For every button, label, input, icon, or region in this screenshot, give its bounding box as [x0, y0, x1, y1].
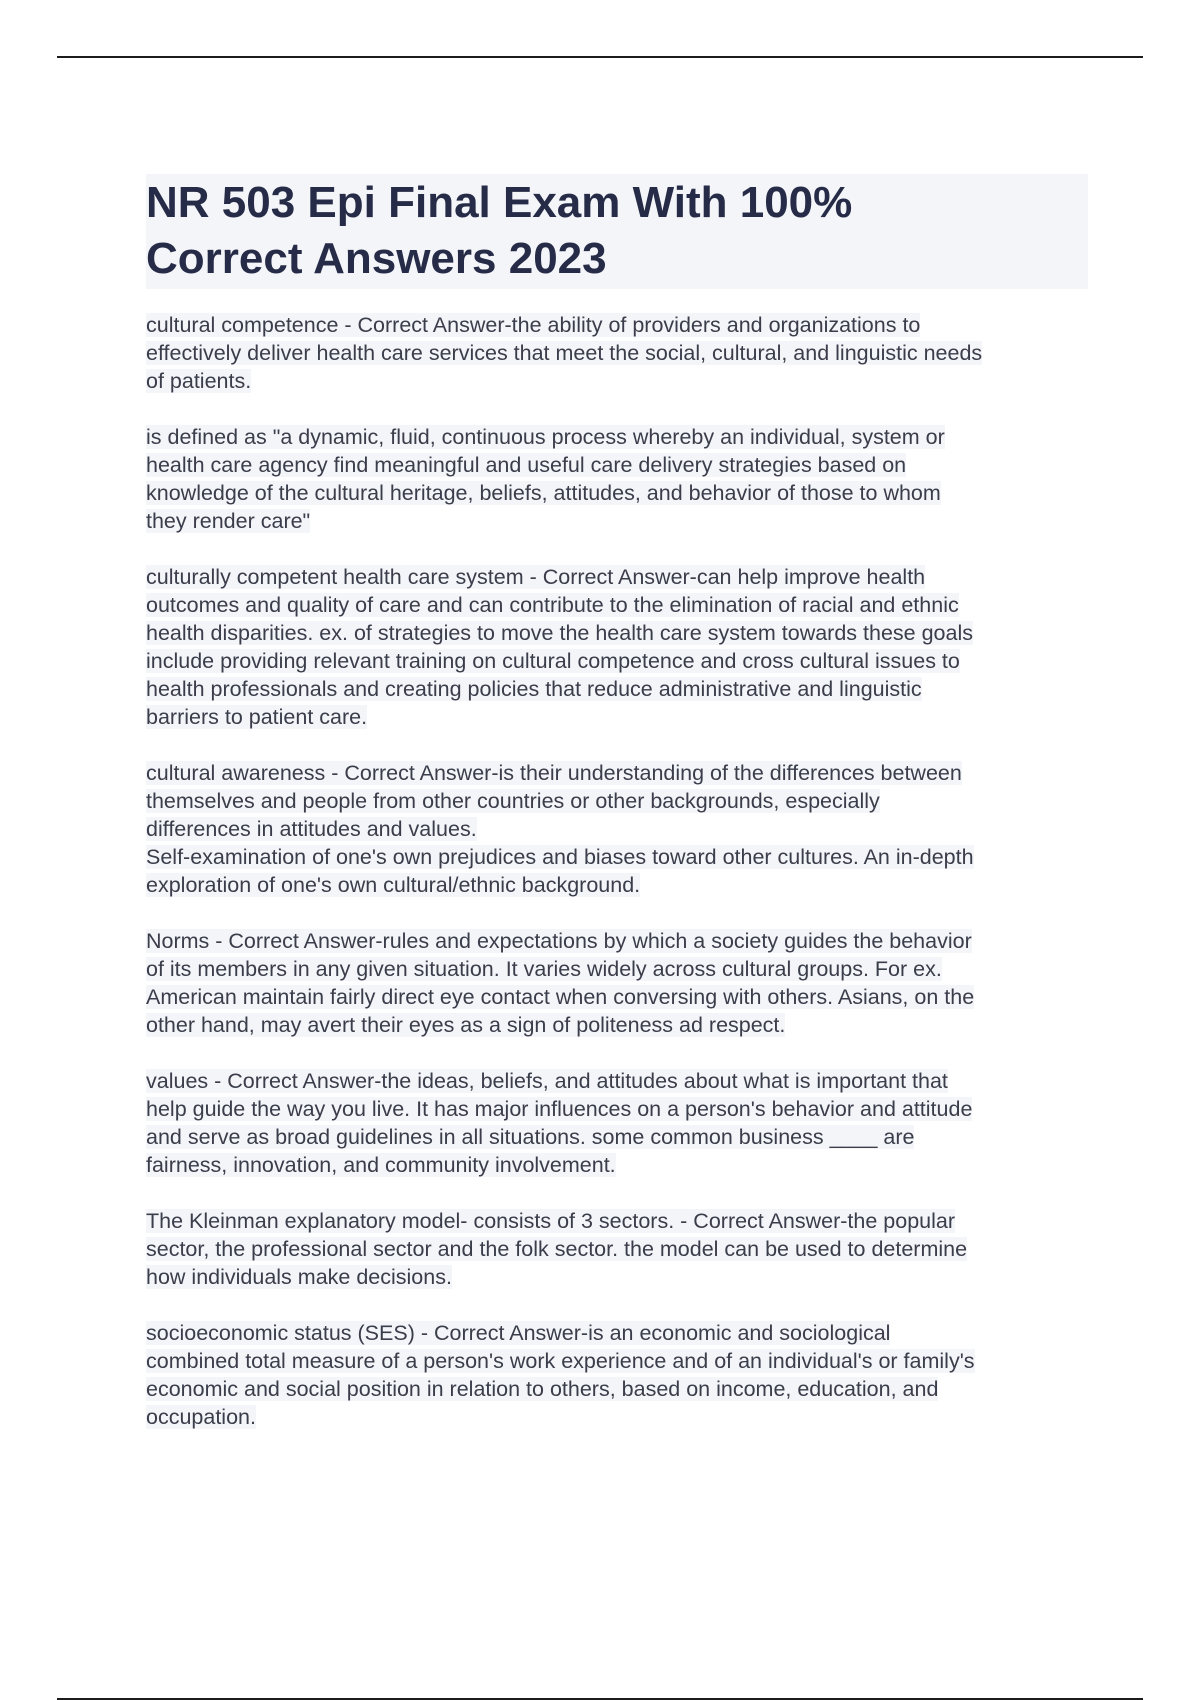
- document-body: [146, 174, 1088, 1459]
- text-line: health professionals and creating policies that reduce administrative and linguistic: [146, 677, 922, 701]
- text-line: values - Correct Answer-the ideas, beliefs, and attitudes about what is important that: [146, 1069, 948, 1093]
- paragraph-cultural-awareness: [146, 759, 1088, 899]
- paragraph-values: [146, 1067, 1088, 1179]
- paragraph-norms: [146, 927, 1088, 1039]
- text-line: economic and social position in relation to others, based on income, education, and: [146, 1377, 939, 1401]
- title-line: Correct Answers 2023: [146, 234, 607, 283]
- text-line: help guide the way you live. It has major influences on a person's behavior and attitude: [146, 1097, 973, 1121]
- text-line: themselves and people from other countries or other backgrounds, especially: [146, 789, 880, 813]
- paragraph-kleinman-model: [146, 1207, 1088, 1291]
- top-rule: [57, 56, 1143, 58]
- text-line: culturally competent health care system - Correct Answer-can help improve health: [146, 565, 926, 589]
- text-line: fairness, innovation, and community involvement.: [146, 1153, 616, 1177]
- paragraph-definition: [146, 423, 1088, 535]
- text-line: differences in attitudes and values.: [146, 817, 477, 841]
- text-line: socioeconomic status (SES) - Correct Answer-is an economic and sociological: [146, 1321, 891, 1345]
- paragraph-cultural-competence: [146, 311, 1088, 395]
- text-line: how individuals make decisions.: [146, 1265, 452, 1289]
- paragraph-culturally-competent-system: [146, 563, 1088, 731]
- text-line: sector, the professional sector and the folk sector. the model can be used to determine: [146, 1237, 968, 1261]
- text-line: health disparities. ex. of strategies to move the health care system towards these goals: [146, 621, 973, 645]
- text-line: health care agency find meaningful and useful care delivery strategies based on: [146, 453, 907, 477]
- text-line: combined total measure of a person's work experience and of an individual's or family's: [146, 1349, 975, 1373]
- text-line: of its members in any given situation. It varies widely across cultural groups. For ex.: [146, 957, 942, 981]
- text-line: cultural competence - Correct Answer-the ability of providers and organizations to: [146, 313, 921, 337]
- paragraph-socioeconomic-status: [146, 1319, 1088, 1431]
- text-line: The Kleinman explanatory model- consists of 3 sectors. - Correct Answer-the popular: [146, 1209, 956, 1233]
- text-line: knowledge of the cultural heritage, beliefs, attitudes, and behavior of those to whom: [146, 481, 941, 505]
- text-line: is defined as "a dynamic, fluid, continuous process whereby an individual, system or: [146, 425, 945, 449]
- text-line: other hand, may avert their eyes as a sign of politeness ad respect.: [146, 1013, 786, 1037]
- text-line: Norms - Correct Answer-rules and expectations by which a society guides the behavior: [146, 929, 972, 953]
- title-line: NR 503 Epi Final Exam With 100%: [146, 178, 853, 227]
- text-line: include providing relevant training on cultural competence and cross cultural issues to: [146, 649, 960, 673]
- text-line: Self-examination of one's own prejudices and biases toward other cultures. An in-depth: [146, 845, 974, 869]
- text-line: they render care": [146, 509, 311, 533]
- text-line: and serve as broad guidelines in all situations. some common business ____ are: [146, 1125, 915, 1149]
- text-line: cultural awareness - Correct Answer-is their understanding of the differences between: [146, 761, 962, 785]
- text-line: of patients.: [146, 369, 252, 393]
- document-title: [146, 174, 1088, 289]
- text-line: occupation.: [146, 1405, 256, 1429]
- text-line: exploration of one's own cultural/ethnic background.: [146, 873, 641, 897]
- text-line: American maintain fairly direct eye contact when conversing with others. Asians, on the: [146, 985, 975, 1009]
- text-line: outcomes and quality of care and can contribute to the elimination of racial and ethnic: [146, 593, 959, 617]
- text-line: effectively deliver health care services that meet the social, cultural, and linguistic needs: [146, 341, 983, 365]
- text-line: barriers to patient care.: [146, 705, 368, 729]
